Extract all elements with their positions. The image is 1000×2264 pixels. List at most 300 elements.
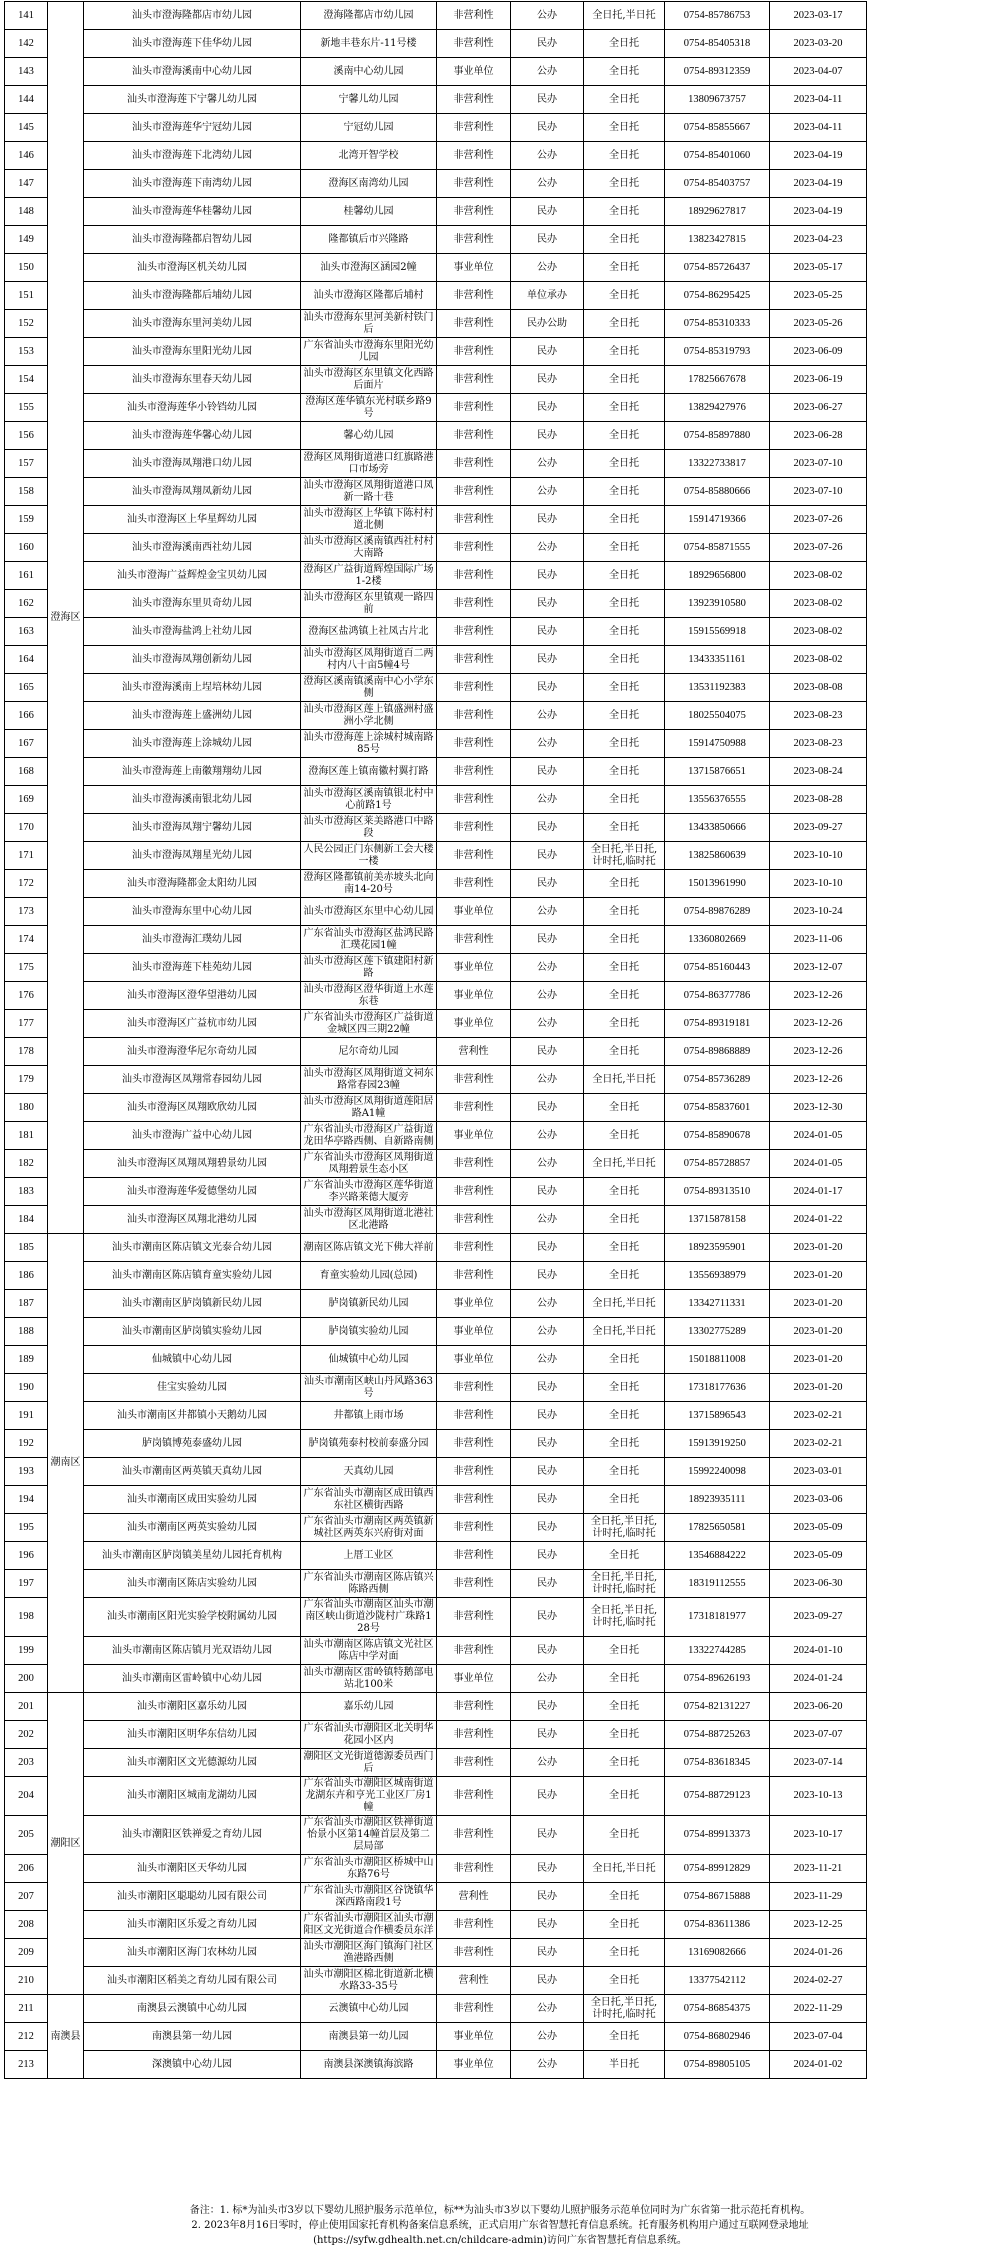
cell-service-type: 全日托,半日托	[584, 1150, 665, 1178]
cell-institution-name: 胪岗镇博苑泰盛幼儿园	[84, 1430, 301, 1458]
cell-nature: 非营利性	[437, 114, 511, 142]
cell-number: 191	[5, 1402, 48, 1430]
cell-service-type: 全日托	[584, 1206, 665, 1234]
cell-number: 172	[5, 870, 48, 898]
cell-phone: 15914750988	[665, 730, 770, 758]
cell-address: 广东省汕头市潮阳区城南街道龙湖东卉和亨光工业区厂房1幢	[301, 1777, 437, 1816]
cell-number: 161	[5, 562, 48, 590]
cell-sponsor: 民办	[511, 1570, 584, 1598]
cell-service-type: 全日托,半日托	[584, 1318, 665, 1346]
table-row	[5, 1318, 867, 1346]
cell-phone: 17825650581	[665, 1514, 770, 1542]
table-row	[5, 898, 867, 926]
cell-nature: 非营利性	[437, 1911, 511, 1939]
cell-phone: 13715896543	[665, 1402, 770, 1430]
cell-service-type: 全日托	[584, 170, 665, 198]
cell-phone: 13823427815	[665, 226, 770, 254]
cell-nature: 非营利性	[437, 1939, 511, 1967]
cell-phone: 13556376555	[665, 786, 770, 814]
cell-service-type: 全日托	[584, 758, 665, 786]
cell-phone: 0754-85319793	[665, 338, 770, 366]
cell-address: 澄海区广益街道辉煌国际广场1-2楼	[301, 562, 437, 590]
footnote-line-3: (https://syfw.gdhealth.net.cn/childcare-admin)访问广东省智慧托育信息系统。	[313, 2235, 687, 2246]
footnote	[0, 2203, 1000, 2248]
table-row	[5, 1458, 867, 1486]
cell-institution-name: 汕头市澄海莲下宁馨儿幼儿园	[84, 86, 301, 114]
cell-institution-name: 汕头市潮阳区聪聪幼儿园有限公司	[84, 1883, 301, 1911]
cell-address: 广东省汕头市潮南区陈店镇兴陈路西侧	[301, 1570, 437, 1598]
cell-number: 199	[5, 1637, 48, 1665]
cell-address: 桂馨幼儿园	[301, 198, 437, 226]
cell-service-type: 全日托	[584, 954, 665, 982]
cell-filing-date: 2023-07-10	[770, 478, 867, 506]
district-cell: 澄海区	[48, 2, 84, 1234]
cell-number: 200	[5, 1665, 48, 1693]
cell-filing-date: 2023-08-02	[770, 618, 867, 646]
table-row	[5, 1911, 867, 1939]
cell-service-type: 全日托	[584, 1010, 665, 1038]
cell-nature: 非营利性	[437, 1234, 511, 1262]
cell-nature: 非营利性	[437, 758, 511, 786]
cell-phone: 0754-85871555	[665, 534, 770, 562]
cell-institution-name: 汕头市澄海东里贝奇幼儿园	[84, 590, 301, 618]
cell-institution-name: 汕头市潮阳区铁禅爱之育幼儿园	[84, 1816, 301, 1855]
cell-address: 广东省汕头市澄海东里阳光幼儿园	[301, 338, 437, 366]
cell-filing-date: 2023-12-26	[770, 1066, 867, 1094]
cell-sponsor: 民办	[511, 926, 584, 954]
cell-number: 190	[5, 1374, 48, 1402]
cell-address: 广东省汕头市潮阳区铁禅街道怡景小区第14幢首层及第二层局部	[301, 1816, 437, 1855]
cell-address: 汕头市潮南区峡山丹风路363号	[301, 1374, 437, 1402]
cell-filing-date: 2024-01-22	[770, 1206, 867, 1234]
cell-nature: 非营利性	[437, 1402, 511, 1430]
cell-sponsor: 民办	[511, 1911, 584, 1939]
cell-service-type: 全日托	[584, 1346, 665, 1374]
cell-phone: 0754-85897880	[665, 422, 770, 450]
cell-filing-date: 2023-09-27	[770, 1598, 867, 1637]
table-row	[5, 1234, 867, 1262]
cell-number: 193	[5, 1458, 48, 1486]
cell-sponsor: 民办	[511, 1598, 584, 1637]
table-row	[5, 170, 867, 198]
cell-filing-date: 2023-05-25	[770, 282, 867, 310]
cell-sponsor: 民办	[511, 1637, 584, 1665]
cell-number: 167	[5, 730, 48, 758]
cell-sponsor: 民办	[511, 618, 584, 646]
cell-nature: 非营利性	[437, 2, 511, 30]
cell-institution-name: 汕头市潮南区两英镇天真幼儿园	[84, 1458, 301, 1486]
cell-nature: 非营利性	[437, 422, 511, 450]
cell-number: 198	[5, 1598, 48, 1637]
cell-number: 178	[5, 1038, 48, 1066]
cell-nature: 非营利性	[437, 562, 511, 590]
cell-phone: 15018811008	[665, 1346, 770, 1374]
cell-institution-name: 汕头市澄海东里阳光幼儿园	[84, 338, 301, 366]
cell-number: 208	[5, 1911, 48, 1939]
table-row	[5, 338, 867, 366]
cell-service-type: 全日托	[584, 198, 665, 226]
cell-sponsor: 民办	[511, 1939, 584, 1967]
table-row	[5, 702, 867, 730]
table-row	[5, 478, 867, 506]
cell-institution-name: 汕头市澄海溪南西社幼儿园	[84, 534, 301, 562]
cell-number: 143	[5, 58, 48, 86]
cell-address: 天真幼儿园	[301, 1458, 437, 1486]
cell-service-type: 全日托	[584, 1402, 665, 1430]
cell-service-type: 全日托	[584, 1693, 665, 1721]
cell-phone: 0754-85880666	[665, 478, 770, 506]
cell-service-type: 全日托	[584, 1967, 665, 1995]
cell-institution-name: 汕头市澄海莲上涂城幼儿园	[84, 730, 301, 758]
table-row	[5, 1939, 867, 1967]
cell-filing-date: 2024-01-10	[770, 1637, 867, 1665]
cell-phone: 0754-85855667	[665, 114, 770, 142]
cell-sponsor: 公办	[511, 1995, 584, 2023]
cell-sponsor: 民办	[511, 870, 584, 898]
cell-number: 203	[5, 1749, 48, 1777]
cell-filing-date: 2023-07-14	[770, 1749, 867, 1777]
cell-phone: 13433850666	[665, 814, 770, 842]
cell-filing-date: 2023-12-07	[770, 954, 867, 982]
cell-service-type: 全日托	[584, 870, 665, 898]
cell-institution-name: 汕头市澄海区澄华望港幼儿园	[84, 982, 301, 1010]
cell-sponsor: 公办	[511, 478, 584, 506]
cell-address: 汕头市潮阳区棉北街道新北横水路33-35号	[301, 1967, 437, 1995]
cell-number: 213	[5, 2051, 48, 2079]
cell-number: 179	[5, 1066, 48, 1094]
cell-filing-date: 2023-08-02	[770, 562, 867, 590]
cell-address: 潮阳区文光街道德源委员西门后	[301, 1749, 437, 1777]
cell-phone: 0754-83618345	[665, 1749, 770, 1777]
cell-sponsor: 公办	[511, 1749, 584, 1777]
cell-sponsor: 民办	[511, 674, 584, 702]
table-row	[5, 1995, 867, 2023]
table-row	[5, 926, 867, 954]
cell-address: 馨心幼儿园	[301, 422, 437, 450]
cell-number: 154	[5, 366, 48, 394]
cell-institution-name: 汕头市潮南区成田实验幼儿园	[84, 1486, 301, 1514]
cell-service-type: 全日托	[584, 366, 665, 394]
table-row	[5, 1374, 867, 1402]
cell-institution-name: 汕头市澄海溪南中心幼儿园	[84, 58, 301, 86]
cell-service-type: 全日托	[584, 1430, 665, 1458]
cell-number: 177	[5, 1010, 48, 1038]
cell-institution-name: 汕头市澄海莲华馨心幼儿园	[84, 422, 301, 450]
cell-number: 170	[5, 814, 48, 842]
cell-number: 181	[5, 1122, 48, 1150]
cell-number: 164	[5, 646, 48, 674]
cell-number: 159	[5, 506, 48, 534]
cell-phone: 0754-85837601	[665, 1094, 770, 1122]
cell-service-type: 全日托	[584, 814, 665, 842]
cell-address: 胪岗镇实验幼儿园	[301, 1318, 437, 1346]
table-row	[5, 30, 867, 58]
cell-institution-name: 汕头市潮阳区明华东信幼儿园	[84, 1721, 301, 1749]
cell-nature: 非营利性	[437, 282, 511, 310]
table-body	[5, 2, 867, 2079]
cell-address: 澄海隆都店市幼儿园	[301, 2, 437, 30]
cell-sponsor: 民办	[511, 394, 584, 422]
cell-phone: 0754-82131227	[665, 1693, 770, 1721]
cell-address: 隆都镇后市兴隆路	[301, 226, 437, 254]
cell-filing-date: 2023-01-20	[770, 1374, 867, 1402]
cell-number: 180	[5, 1094, 48, 1122]
cell-nature: 非营利性	[437, 786, 511, 814]
cell-number: 194	[5, 1486, 48, 1514]
cell-phone: 0754-88729123	[665, 1777, 770, 1816]
cell-filing-date: 2023-05-09	[770, 1542, 867, 1570]
cell-nature: 非营利性	[437, 1721, 511, 1749]
cell-institution-name: 汕头市澄海溪南银北幼儿园	[84, 786, 301, 814]
cell-filing-date: 2023-06-27	[770, 394, 867, 422]
cell-service-type: 全日托	[584, 898, 665, 926]
cell-institution-name: 汕头市潮南区阳光实验学校附属幼儿园	[84, 1598, 301, 1637]
cell-filing-date: 2024-01-05	[770, 1122, 867, 1150]
cell-nature: 非营利性	[437, 1637, 511, 1665]
cell-filing-date: 2023-11-06	[770, 926, 867, 954]
cell-institution-name: 汕头市潮南区井都镇小天鹅幼儿园	[84, 1402, 301, 1430]
table-row	[5, 1598, 867, 1637]
cell-sponsor: 公办	[511, 898, 584, 926]
cell-service-type: 全日托	[584, 1816, 665, 1855]
cell-nature: 事业单位	[437, 982, 511, 1010]
cell-number: 206	[5, 1855, 48, 1883]
cell-address: 汕头市澄海莲上涂城村城南路85号	[301, 730, 437, 758]
cell-filing-date: 2023-08-24	[770, 758, 867, 786]
cell-address: 汕头市潮南区陈店镇文光社区陈店中学对面	[301, 1637, 437, 1665]
cell-institution-name: 汕头市澄海隆都后埔幼儿园	[84, 282, 301, 310]
table-row	[5, 282, 867, 310]
cell-phone: 15992240098	[665, 1458, 770, 1486]
cell-phone: 0754-89913373	[665, 1816, 770, 1855]
cell-institution-name: 汕头市潮阳区海门农林幼儿园	[84, 1939, 301, 1967]
cell-filing-date: 2023-05-09	[770, 1514, 867, 1542]
cell-phone: 0754-89912829	[665, 1855, 770, 1883]
cell-institution-name: 汕头市潮南区陈店镇月光双语幼儿园	[84, 1637, 301, 1665]
cell-service-type: 全日托	[584, 1374, 665, 1402]
cell-nature: 非营利性	[437, 1570, 511, 1598]
cell-nature: 事业单位	[437, 2051, 511, 2079]
district-cell: 潮南区	[48, 1234, 84, 1693]
cell-service-type: 全日托	[584, 646, 665, 674]
cell-nature: 非营利性	[437, 1598, 511, 1637]
cell-number: 187	[5, 1290, 48, 1318]
cell-service-type: 全日托	[584, 1094, 665, 1122]
cell-phone: 0754-85890678	[665, 1122, 770, 1150]
cell-address: 广东省汕头市潮阳区谷饶镇华深西路南段1号	[301, 1883, 437, 1911]
cell-filing-date: 2023-10-17	[770, 1816, 867, 1855]
cell-sponsor: 公办	[511, 450, 584, 478]
cell-number: 185	[5, 1234, 48, 1262]
cell-filing-date: 2023-01-20	[770, 1318, 867, 1346]
cell-nature: 非营利性	[437, 1150, 511, 1178]
table-row	[5, 1570, 867, 1598]
cell-phone: 0754-89868889	[665, 1038, 770, 1066]
cell-service-type: 全日托	[584, 226, 665, 254]
table-row	[5, 1883, 867, 1911]
cell-phone: 0754-89626193	[665, 1665, 770, 1693]
cell-phone: 15013961990	[665, 870, 770, 898]
cell-nature: 非营利性	[437, 86, 511, 114]
cell-sponsor: 民办	[511, 590, 584, 618]
cell-number: 189	[5, 1346, 48, 1374]
cell-filing-date: 2023-12-25	[770, 1911, 867, 1939]
cell-address: 汕头市澄海东里河美新村铁门后	[301, 310, 437, 338]
cell-nature: 非营利性	[437, 1374, 511, 1402]
cell-institution-name: 深澳镇中心幼儿园	[84, 2051, 301, 2079]
cell-address: 上厝工业区	[301, 1542, 437, 1570]
cell-phone: 0754-89805105	[665, 2051, 770, 2079]
cell-filing-date: 2023-04-11	[770, 114, 867, 142]
cell-number: 211	[5, 1995, 48, 2023]
cell-filing-date: 2023-10-10	[770, 870, 867, 898]
cell-service-type: 全日托	[584, 2023, 665, 2051]
cell-phone: 0754-85403757	[665, 170, 770, 198]
cell-phone: 13546884222	[665, 1542, 770, 1570]
cell-sponsor: 民办	[511, 1486, 584, 1514]
cell-phone: 13556938979	[665, 1262, 770, 1290]
cell-institution-name: 仙城镇中心幼儿园	[84, 1346, 301, 1374]
cell-nature: 营利性	[437, 1967, 511, 1995]
table-row	[5, 1542, 867, 1570]
cell-address: 新地丰巷东片-11号楼	[301, 30, 437, 58]
cell-nature: 非营利性	[437, 1693, 511, 1721]
cell-sponsor: 民办	[511, 338, 584, 366]
cell-filing-date: 2023-10-13	[770, 1777, 867, 1816]
cell-number: 147	[5, 170, 48, 198]
table-row	[5, 1402, 867, 1430]
cell-number: 186	[5, 1262, 48, 1290]
cell-nature: 非营利性	[437, 1458, 511, 1486]
table-row	[5, 86, 867, 114]
cell-sponsor: 民办	[511, 1777, 584, 1816]
cell-number: 160	[5, 534, 48, 562]
cell-institution-name: 汕头市澄海澄华尼尔奇幼儿园	[84, 1038, 301, 1066]
cell-phone: 18923935111	[665, 1486, 770, 1514]
cell-nature: 非营利性	[437, 814, 511, 842]
cell-number: 156	[5, 422, 48, 450]
cell-sponsor: 民办	[511, 1178, 584, 1206]
cell-sponsor: 公办	[511, 2023, 584, 2051]
cell-address: 广东省汕头市澄海区广益街道金城区四三期22幢	[301, 1010, 437, 1038]
cell-service-type: 全日托	[584, 702, 665, 730]
cell-sponsor: 民办	[511, 86, 584, 114]
cell-nature: 非营利性	[437, 618, 511, 646]
institution-table	[4, 1, 867, 2079]
footnote-line-2: 2. 2023年8月16日零时，停止使用国家托育机构备案信息系统，正式启用广东省智慧托育信息系统。托育服务机构用户通过互联网登录地址	[191, 2220, 809, 2231]
cell-address: 广东省汕头市潮阳区北关明华花园小区内	[301, 1721, 437, 1749]
cell-number: 204	[5, 1777, 48, 1816]
cell-service-type: 全日托,半日托,计时托,临时托	[584, 1514, 665, 1542]
cell-address: 云澳镇中心幼儿园	[301, 1995, 437, 2023]
cell-number: 192	[5, 1430, 48, 1458]
table-row	[5, 1066, 867, 1094]
cell-phone: 0754-85405318	[665, 30, 770, 58]
cell-nature: 非营利性	[437, 478, 511, 506]
cell-address: 汕头市澄海区凤翔街道港口凤新一路十巷	[301, 478, 437, 506]
cell-sponsor: 公办	[511, 1665, 584, 1693]
cell-institution-name: 汕头市澄海区凤翔欧欣幼儿园	[84, 1094, 301, 1122]
table-row	[5, 366, 867, 394]
cell-institution-name: 汕头市潮阳区嘉乐幼儿园	[84, 1693, 301, 1721]
cell-address: 北湾开智学校	[301, 142, 437, 170]
cell-address: 广东省汕头市潮南区两英镇新城社区两英东兴府街对面	[301, 1514, 437, 1542]
cell-institution-name: 汕头市潮阳区文光德源幼儿园	[84, 1749, 301, 1777]
cell-filing-date: 2023-11-29	[770, 1883, 867, 1911]
cell-address: 广东省汕头市澄海区凤翔街道凤翔碧景生态小区	[301, 1150, 437, 1178]
cell-sponsor: 民办	[511, 1967, 584, 1995]
table-row	[5, 114, 867, 142]
cell-number: 150	[5, 254, 48, 282]
cell-sponsor: 公办	[511, 1010, 584, 1038]
cell-address: 广东省汕头市澄海区莲华街道李兴路莱德大厦旁	[301, 1178, 437, 1206]
cell-filing-date: 2023-06-19	[770, 366, 867, 394]
table-row	[5, 2023, 867, 2051]
cell-phone: 13302775289	[665, 1318, 770, 1346]
cell-service-type: 全日托	[584, 1542, 665, 1570]
cell-service-type: 全日托	[584, 422, 665, 450]
table-row	[5, 198, 867, 226]
cell-filing-date: 2023-12-30	[770, 1094, 867, 1122]
cell-service-type: 全日托	[584, 58, 665, 86]
cell-nature: 非营利性	[437, 534, 511, 562]
cell-service-type: 全日托	[584, 1038, 665, 1066]
cell-filing-date: 2024-01-17	[770, 1178, 867, 1206]
table-row	[5, 310, 867, 338]
cell-address: 南澳县深澳镇海滨路	[301, 2051, 437, 2079]
cell-number: 155	[5, 394, 48, 422]
footnote-line-1: 备注：1. 标*为汕头市3岁以下婴幼儿照护服务示范单位，标**为汕头市3岁以下婴幼儿照护服务示范单位同时为广东省第一批示范托育机构。	[189, 2205, 811, 2216]
cell-filing-date: 2023-12-26	[770, 982, 867, 1010]
cell-sponsor: 民办	[511, 1094, 584, 1122]
table-row	[5, 786, 867, 814]
cell-service-type: 全日托	[584, 254, 665, 282]
cell-filing-date: 2023-05-17	[770, 254, 867, 282]
cell-sponsor: 民办	[511, 1693, 584, 1721]
cell-address: 汕头市澄海区凤翔街道百二两村内八十亩5幢4号	[301, 646, 437, 674]
cell-address: 宁馨儿幼儿园	[301, 86, 437, 114]
cell-filing-date: 2023-08-23	[770, 702, 867, 730]
table-row	[5, 450, 867, 478]
cell-service-type: 全日托	[584, 1749, 665, 1777]
table-row	[5, 1094, 867, 1122]
table-row	[5, 2051, 867, 2079]
district-cell: 南澳县	[48, 1995, 84, 2079]
cell-service-type: 全日托	[584, 30, 665, 58]
table-row	[5, 254, 867, 282]
cell-address: 广东省汕头市澄海区盐鸿民路汇璞花园1幢	[301, 926, 437, 954]
table-row	[5, 1038, 867, 1066]
cell-institution-name: 汕头市潮南区陈店实验幼儿园	[84, 1570, 301, 1598]
cell-filing-date: 2023-05-26	[770, 310, 867, 338]
cell-filing-date: 2023-06-28	[770, 422, 867, 450]
cell-sponsor: 民办	[511, 562, 584, 590]
cell-filing-date: 2023-03-17	[770, 2, 867, 30]
cell-number: 171	[5, 842, 48, 870]
district-cell: 潮阳区	[48, 1693, 84, 1995]
cell-number: 141	[5, 2, 48, 30]
cell-nature: 非营利性	[437, 30, 511, 58]
cell-sponsor: 公办	[511, 170, 584, 198]
cell-institution-name: 汕头市潮阳区城南龙湖幼儿园	[84, 1777, 301, 1816]
cell-sponsor: 民办	[511, 1883, 584, 1911]
cell-number: 163	[5, 618, 48, 646]
cell-sponsor: 民办	[511, 814, 584, 842]
cell-address: 汕头市澄海区涵园2幢	[301, 254, 437, 282]
cell-filing-date: 2023-08-08	[770, 674, 867, 702]
cell-service-type: 全日托	[584, 1122, 665, 1150]
cell-service-type: 全日托,半日托,计时托,临时托	[584, 842, 665, 870]
